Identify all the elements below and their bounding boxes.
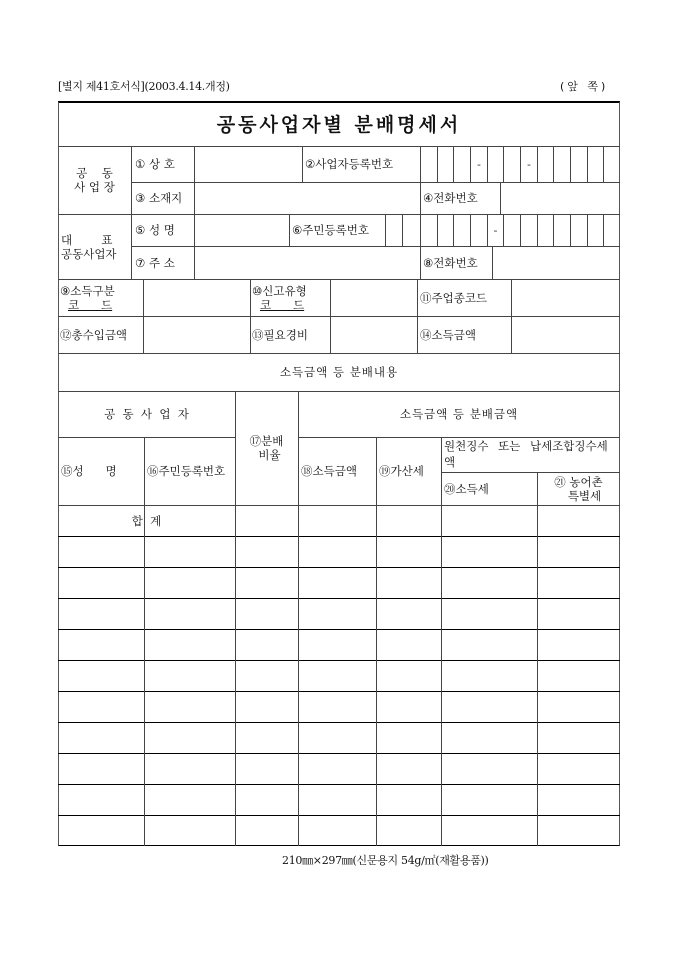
income-tax-cell[interactable]: [441, 536, 537, 567]
reg-number-separator: -: [527, 157, 531, 171]
total-rural-tax-cell[interactable]: [537, 505, 620, 536]
rep-name-label: ⑤ 성 명: [135, 223, 175, 237]
partner-resident-number-cell[interactable]: [144, 815, 235, 846]
partner-resident-number-cell[interactable]: [144, 784, 235, 815]
ratio-header-line2: 비율: [258, 448, 281, 462]
rural-tax-cell[interactable]: [537, 691, 620, 722]
penalty-tax-cell[interactable]: [376, 753, 441, 784]
income-amount-cell[interactable]: [298, 753, 376, 784]
rural-tax-cell[interactable]: [537, 722, 620, 753]
penalty-tax-cell[interactable]: [376, 815, 441, 846]
penalty-tax-cell[interactable]: [376, 784, 441, 815]
partner-resident-number-cell[interactable]: [144, 629, 235, 660]
rep-resident-digit-cell[interactable]: [587, 214, 603, 246]
income-amount-label: ⑭소득금액: [420, 327, 476, 342]
partner-name-cell[interactable]: [58, 753, 144, 784]
total-row-label: 합 계: [131, 513, 162, 528]
partner-resident-number-cell[interactable]: [144, 536, 235, 567]
table-row: [58, 691, 620, 722]
income-amount-cell[interactable]: [298, 722, 376, 753]
trade-name-field[interactable]: [194, 146, 302, 182]
ratio-cell[interactable]: [235, 567, 298, 598]
ratio-cell[interactable]: [235, 753, 298, 784]
rural-tax-cell[interactable]: [537, 660, 620, 691]
ratio-cell[interactable]: [235, 815, 298, 846]
rep-resident-digit-cell[interactable]: [453, 214, 470, 246]
ratio-header: [235, 391, 298, 505]
rep-address-label: ⑦ 주 소: [135, 255, 175, 270]
business-group-label-line2: 사 업 장: [74, 180, 115, 194]
penalty-tax-cell[interactable]: [376, 629, 441, 660]
location-field[interactable]: [194, 182, 420, 214]
rep-resident-digit-cell[interactable]: [503, 214, 520, 246]
business-reg-number-label: ②사업자등록번호: [305, 157, 394, 171]
business-reg-digit-cell[interactable]: [470, 146, 487, 182]
partner-name-cell[interactable]: [58, 629, 144, 660]
income-amount-cell[interactable]: [298, 660, 376, 691]
business-phone-label: ④전화번호: [423, 191, 478, 205]
grid-v-line: [417, 279, 418, 353]
business-reg-digit-cell[interactable]: [420, 146, 437, 182]
representative-group-label-line2: 공동사업자: [61, 246, 117, 261]
income-type-code-label: [60, 279, 115, 316]
page-side-label: (앞 쪽): [560, 80, 609, 93]
business-reg-digit-cell[interactable]: [537, 146, 553, 182]
partner-resident-number-cell[interactable]: [144, 598, 235, 629]
grid-v-line: [289, 214, 290, 246]
rep-resident-number-label: ⑥주민등록번호: [292, 223, 369, 237]
rep-address-field[interactable]: [194, 246, 420, 279]
business-reg-digit-cell[interactable]: [503, 146, 520, 182]
total-revenue-label: ⑫총수입금액: [60, 327, 128, 342]
business-group-label: [58, 146, 131, 214]
form-number: [별지 제41호서식](2003.4.14.개정): [58, 80, 230, 93]
partner-resident-number-cell[interactable]: [144, 691, 235, 722]
distribution-section-title: 소득금액 등 분배내용: [279, 365, 399, 379]
grid-v-line: [420, 246, 421, 279]
income-tax-header: ⑳소득세: [444, 481, 489, 496]
rural-tax-header: [537, 472, 620, 505]
partner-name-cell[interactable]: [58, 691, 144, 722]
resident-number-header: ⑯주민등록번호: [147, 464, 226, 478]
total-ratio-cell[interactable]: [235, 505, 298, 536]
income-tax-cell[interactable]: [441, 598, 537, 629]
rep-phone-label: ⑧전화번호: [423, 255, 478, 270]
industry-code-field[interactable]: [511, 279, 620, 316]
business-reg-digit-cell[interactable]: [570, 146, 587, 182]
income-amount-cell[interactable]: [298, 567, 376, 598]
rural-tax-cell[interactable]: [537, 629, 620, 660]
business-reg-digit-cell[interactable]: [453, 146, 470, 182]
resident-number-separator: -: [493, 223, 498, 237]
income-tax-cell[interactable]: [441, 784, 537, 815]
partner-name-cell[interactable]: [58, 598, 144, 629]
rep-resident-digit-cell[interactable]: [420, 214, 437, 246]
total-income-amount-cell[interactable]: [298, 505, 376, 536]
business-reg-digit-cell[interactable]: [553, 146, 570, 182]
income-tax-cell[interactable]: [441, 753, 537, 784]
income-type-code-field[interactable]: [143, 279, 250, 316]
partner-name-cell[interactable]: [58, 536, 144, 567]
rep-resident-digit-cell[interactable]: [570, 214, 587, 246]
rural-tax-header-line2: 특별세: [567, 488, 602, 503]
table-row: [58, 815, 620, 846]
rural-tax-header-line1: ㉑ 농어촌: [554, 474, 603, 489]
business-reg-digit-cell[interactable]: [587, 146, 603, 182]
grid-v-line: [250, 279, 251, 353]
ratio-cell[interactable]: [235, 536, 298, 567]
penalty-tax-cell[interactable]: [376, 536, 441, 567]
rep-resident-digit-cell[interactable]: [437, 214, 453, 246]
partner-name-cell[interactable]: [58, 660, 144, 691]
partner-resident-number-cell[interactable]: [144, 660, 235, 691]
income-amount-cell[interactable]: [298, 598, 376, 629]
rep-resident-digit-cell[interactable]: [470, 214, 487, 246]
report-type-code-field[interactable]: [330, 279, 417, 316]
business-group-label-line1: 공 동: [76, 166, 113, 180]
rep-phone-field[interactable]: [492, 246, 620, 279]
rep-resident-digit-cell[interactable]: [553, 214, 570, 246]
partner-name-cell[interactable]: [58, 815, 144, 846]
income-amount-cell[interactable]: [298, 784, 376, 815]
income-type-code-label-line1: ⑨소득구분: [60, 283, 115, 298]
income-amount-cell[interactable]: [298, 629, 376, 660]
table-row: [58, 567, 620, 598]
ratio-cell[interactable]: [235, 598, 298, 629]
business-reg-digit-cell[interactable]: [520, 146, 537, 182]
representative-group-label-line1: 대 표: [61, 232, 113, 247]
ratio-cell[interactable]: [235, 691, 298, 722]
form-title: 공동사업자별 분배명세서: [216, 113, 462, 136]
table-row: [58, 784, 620, 815]
total-income-tax-cell[interactable]: [441, 505, 537, 536]
penalty-tax-cell[interactable]: [376, 660, 441, 691]
income-tax-cell[interactable]: [441, 815, 537, 846]
partner-name-cell[interactable]: [58, 784, 144, 815]
paper-spec-footer: 210㎜×297㎜(신문용지 54g/㎡(재활용품)): [282, 854, 489, 867]
partner-resident-number-cell[interactable]: [144, 753, 235, 784]
name-header: ⑮성 명: [61, 464, 117, 478]
penalty-tax-cell[interactable]: [376, 722, 441, 753]
rural-tax-cell[interactable]: [537, 598, 620, 629]
income-tax-cell[interactable]: [441, 660, 537, 691]
ratio-cell[interactable]: [235, 784, 298, 815]
trade-name-label: ① 상 호: [135, 157, 175, 171]
rep-resident-digit-cell[interactable]: [487, 214, 503, 246]
report-type-code-label-line2: 코 드: [260, 297, 305, 312]
necessary-expense-label: ⑬필요경비: [252, 327, 308, 342]
rural-tax-cell[interactable]: [537, 536, 620, 567]
report-type-code-label: [252, 279, 307, 316]
rural-tax-cell[interactable]: [537, 784, 620, 815]
penalty-tax-cell[interactable]: [376, 567, 441, 598]
withholding-header: 원천징수 또는 납세조합징수세액: [444, 439, 608, 469]
rural-tax-cell[interactable]: [537, 567, 620, 598]
penalty-tax-header: ⑲가산세: [379, 464, 424, 478]
representative-group-label: [61, 214, 129, 279]
partner-name-cell[interactable]: [58, 722, 144, 753]
rep-resident-digit-cell[interactable]: [537, 214, 553, 246]
total-revenue-field[interactable]: [143, 316, 250, 353]
ratio-cell[interactable]: [235, 629, 298, 660]
grid-v-line: [131, 146, 132, 279]
report-type-code-label-line1: ⑩신고유형: [252, 283, 307, 298]
business-reg-digit-cell[interactable]: [487, 146, 503, 182]
rep-resident-digit-cell[interactable]: [402, 214, 420, 246]
grid-v-line: [302, 146, 303, 182]
rural-tax-cell[interactable]: [537, 815, 620, 846]
income-amount-header: ⑱소득금액: [301, 464, 357, 478]
table-row: [58, 629, 620, 660]
partner-name-cell[interactable]: [58, 567, 144, 598]
industry-code-label: ⑪주업종코드: [420, 290, 488, 305]
income-amount-cell[interactable]: [298, 536, 376, 567]
rep-name-field[interactable]: [194, 214, 289, 246]
income-tax-cell[interactable]: [441, 722, 537, 753]
income-tax-cell[interactable]: [441, 691, 537, 722]
amounts-header: 소득금액 등 분배금액: [399, 407, 519, 421]
partner-resident-number-cell[interactable]: [144, 567, 235, 598]
table-row: [58, 598, 620, 629]
business-phone-field[interactable]: [500, 182, 620, 214]
rural-tax-cell[interactable]: [537, 753, 620, 784]
income-tax-cell[interactable]: [441, 629, 537, 660]
income-amount-cell[interactable]: [298, 815, 376, 846]
income-amount-cell[interactable]: [298, 691, 376, 722]
ratio-header-line1: ⑰분배: [249, 434, 284, 448]
total-penalty-tax-cell[interactable]: [376, 505, 441, 536]
reg-number-separator: -: [477, 157, 481, 171]
necessary-expense-field[interactable]: [330, 316, 417, 353]
table-row: [58, 753, 620, 784]
table-row: [58, 660, 620, 691]
income-tax-cell[interactable]: [441, 567, 537, 598]
grid-v-line: [420, 182, 421, 214]
rep-resident-digit-cell[interactable]: [385, 214, 402, 246]
penalty-tax-cell[interactable]: [376, 691, 441, 722]
table-row: [58, 536, 620, 567]
penalty-tax-cell[interactable]: [376, 598, 441, 629]
rep-resident-digit-cell[interactable]: [520, 214, 537, 246]
location-label: ③ 소재지: [135, 191, 183, 205]
rep-resident-digit-cell[interactable]: [603, 214, 620, 246]
income-amount-field[interactable]: [511, 316, 620, 353]
table-row: [58, 722, 620, 753]
ratio-cell[interactable]: [235, 722, 298, 753]
business-reg-digit-cell[interactable]: [437, 146, 453, 182]
ratio-cell[interactable]: [235, 660, 298, 691]
business-reg-digit-cell[interactable]: [603, 146, 620, 182]
income-type-code-label-line2: 코 드: [68, 297, 113, 312]
partners-header: 공 동 사 업 자: [104, 407, 189, 421]
partner-resident-number-cell[interactable]: [144, 722, 235, 753]
